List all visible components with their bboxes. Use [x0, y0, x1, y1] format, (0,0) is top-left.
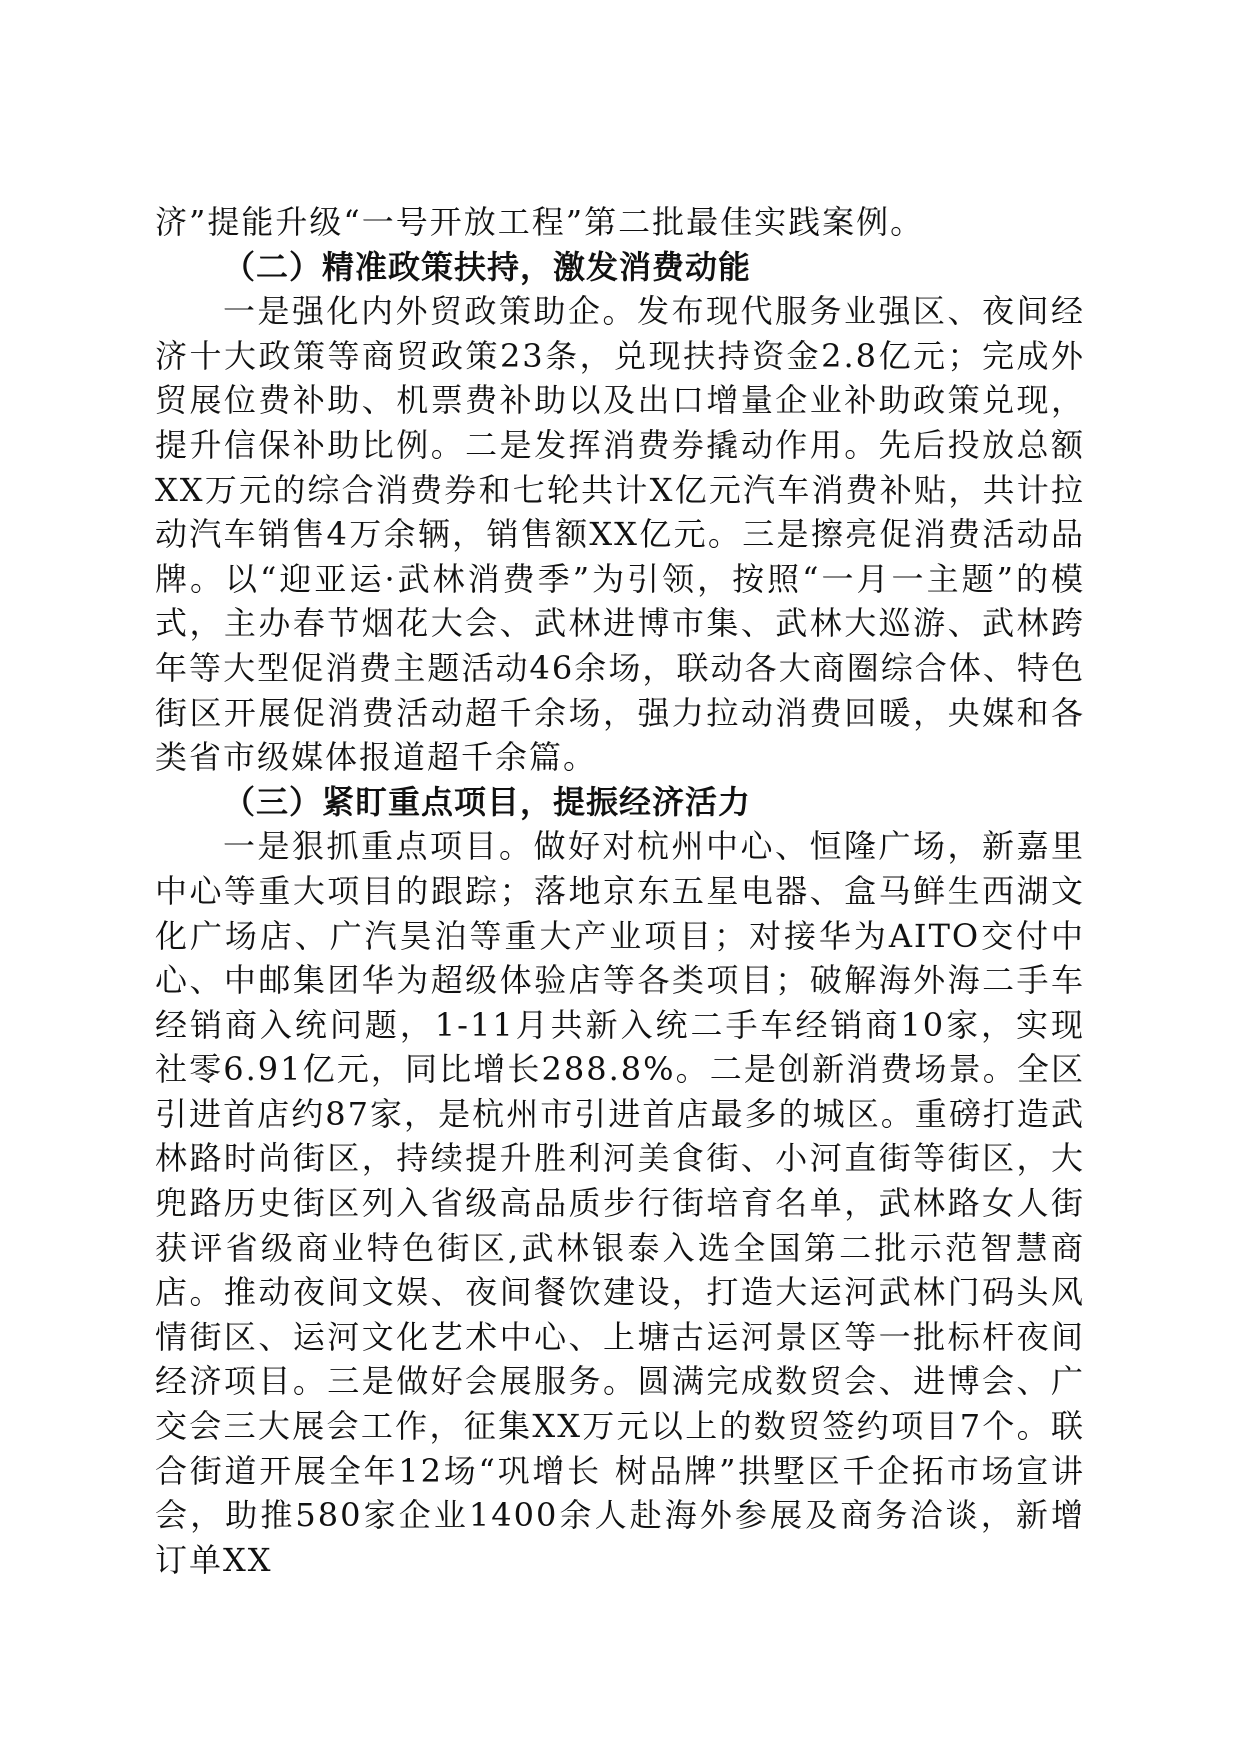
section-heading-2: （二）精准政策扶持，激发消费动能 — [223, 247, 752, 286]
section-heading-3: （三）紧盯重点项目，提振经济活力 — [223, 782, 752, 821]
document-body — [155, 200, 1085, 1582]
paragraph-continuation: 济”提能升级“一号开放工程”第二批最佳实践案例。 — [155, 203, 925, 241]
paragraph-key-projects: 一是狠抓重点项目。做好对杭州中心、恒隆广场，新嘉里中心等重大项目的跟踪；落地京东五星电器、盒马鲜生西湖文化广场店、广汽昊泊等重大产业项目；对接华为AITO交付中心、中邮集团华为超级体验店等各类项目；破解海外海二手车经销商入统问题，1-11月共新入统二手车经销商10家，实现社零6.91亿元，同比增长288.8%。二是创新消费场景。全区引进首店约87家，是杭州市引进首店最多的城区。重磅打造武林路时尚街区，持续提升胜利河美食街、小河直街等街区，大兜路历史街区列入省级高品质步行街培育名单，武林路女人街获评省级商业特色街区,武林银泰入选全国第二批示范智慧商店。推动夜间文娱、夜间餐饮建设，打造大运河武林门码头风情街区、运河文化艺术中心、上塘古运河景区等一批标杆夜间经济项目。三是做好会展服务。圆满完成数贸会、进博会、广交会三大展会工作，征集XX万元以上的数贸签约项目7个。联合街道开展全年12场“巩增长 树品牌”拱墅区千企拓市场宣讲会，助推580家企业1400余人赴海外参展及商务洽谈，新增订单XX — [155, 827, 1085, 1579]
paragraph-policy-support: 一是强化内外贸政策助企。发布现代服务业强区、夜间经济十大政策等商贸政策23条，兑现扶持资金2.8亿元；完成外贸展位费补助、机票费补助以及出口增量企业补助政策兑现，提升信保补助比例。二是发挥消费券撬动作用。先后投放总额XX万元的综合消费券和七轮共计X亿元汽车消费补贴，共计拉动汽车销售4万余辆，销售额XX亿元。三是擦亮促消费活动品牌。以“迎亚运·武林消费季”为引领，按照“一月一主题”的模式，主办春节烟花大会、武林进博市集、武林大巡游、武林跨年等大型促消费主题活动46余场，联动各大商圈综合体、特色街区开展促消费活动超千余场，强力拉动消费回暖，央媒和各类省市级媒体报道超千余篇。 — [155, 292, 1085, 777]
